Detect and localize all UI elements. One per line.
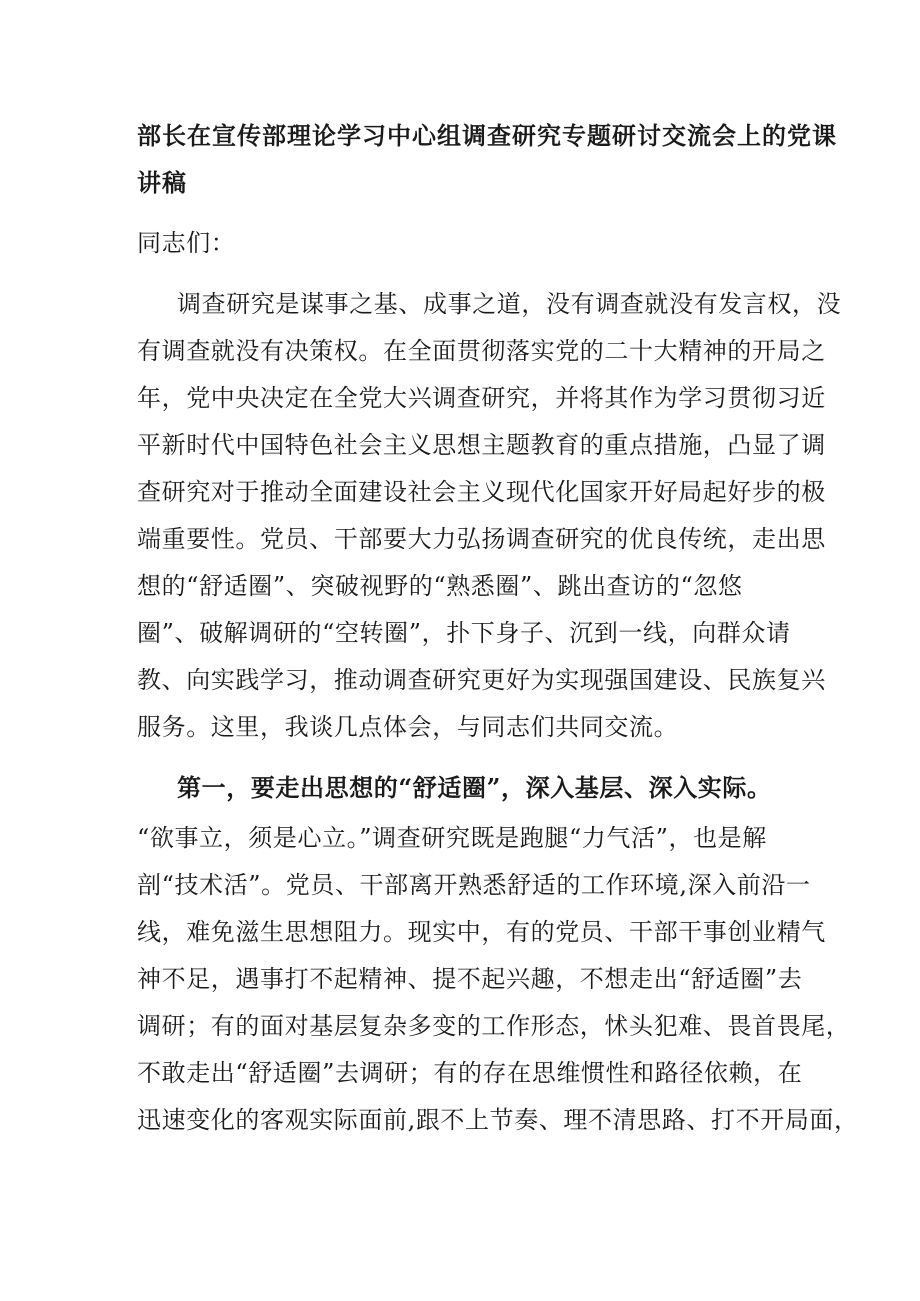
paragraph-line: 年，党中央决定在全党大兴调查研究，并将其作为学习贯彻习近: [137, 384, 826, 412]
section-line: 神不足，遇事打不起精神、提不起兴趣，不想走出“舒适圈”去: [137, 965, 803, 993]
paragraph-line: 服务。这里，我谈几点体会，与同志们共同交流。: [137, 713, 679, 741]
paragraph-line: 调查研究是谋事之基、成事之道，没有调查就没有发言权，没: [177, 290, 842, 318]
section-heading: 第一，要走出思想的“舒适圈”，深入基层、深入实际。: [177, 773, 772, 802]
paragraph-line: 查研究对于推动全面建设社会主义现代化国家开好局起好步的极: [137, 478, 826, 506]
paragraph-line: 圈”、破解调研的“空转圈”，扑下身子、沉到一线，向群众请: [137, 619, 791, 647]
paragraph-line: 端重要性。党员、干部要大力弘扬调查研究的优良传统，走出思: [137, 525, 826, 553]
paragraph-line: 教、向实践学习，推动调查研究更好为实现强国建设、民族复兴: [137, 666, 826, 694]
section-line: 迅速变化的客观实际面前,跟不上节奏、理不清思路、打不开局面，: [137, 1106, 859, 1134]
section-line: 线，难免滋生思想阻力。现实中，有的党员、干部干事创业精气: [137, 918, 826, 946]
document-title-line-2: 讲稿: [137, 168, 187, 197]
paragraph-line: 想的“舒适圈”、突破视野的“熟悉圈”、跳出查访的“忽悠: [137, 572, 743, 600]
section-line: “欲事立，须是心立。”调查研究既是跑腿“力气活”，也是解: [137, 824, 767, 852]
salutation: 同志们：: [137, 229, 236, 257]
section-line: 不敢走出“舒适圈”去调研；有的存在思维惯性和路径依赖，在: [137, 1059, 803, 1087]
section-line: 剖“技术活”。党员、干部离开熟悉舒适的工作环境,深入前沿一: [137, 871, 811, 899]
document-title-line-1: 部长在宣传部理论学习中心组调查研究专题研讨交流会上的党课: [137, 121, 837, 150]
section-line: 调研；有的面对基层复杂多变的工作形态，怵头犯难、畏首畏尾，: [137, 1012, 851, 1040]
paragraph-line: 平新时代中国特色社会主义思想主题教育的重点措施，凸显了调: [137, 431, 826, 459]
paragraph-line: 有调查就没有决策权。在全面贯彻落实党的二十大精神的开局之: [137, 337, 826, 365]
